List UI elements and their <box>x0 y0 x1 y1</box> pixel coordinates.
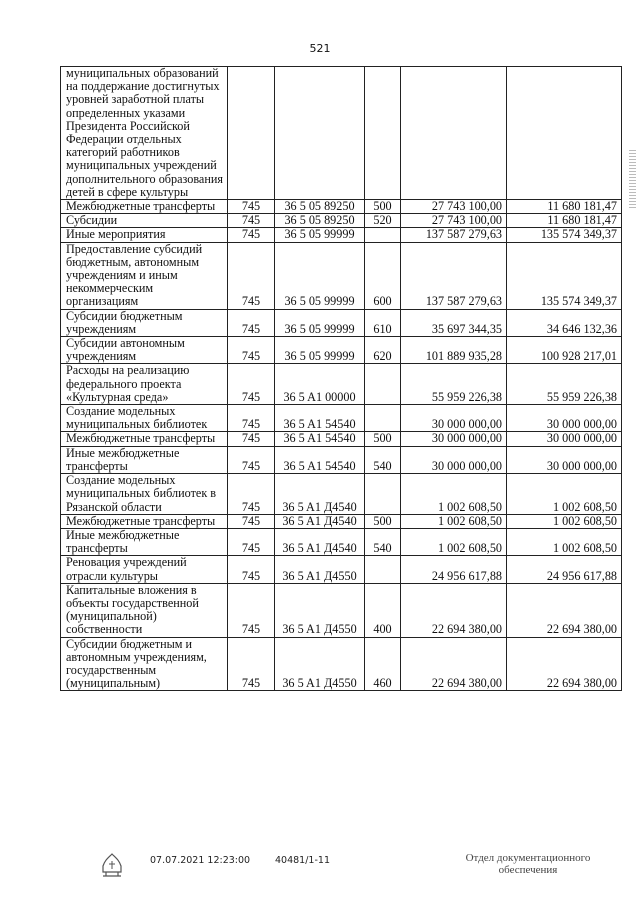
table-row <box>61 214 622 228</box>
stamp-line-1: Отдел документационного <box>465 852 591 864</box>
row-vr-cell: 500 <box>365 514 401 528</box>
row-name-cell: Межбюджетные трансферты <box>61 200 228 214</box>
table-row <box>61 337 622 364</box>
row-sum-2020-cell: 30 000 000,00 <box>401 432 507 446</box>
row-cs-cell: 36 5 05 99999 <box>275 242 365 309</box>
table-row <box>61 228 622 242</box>
table-row <box>61 309 622 336</box>
row-name-cell: Расходы на реализацию федерального проекта «Культурная среда» <box>61 364 228 405</box>
row-name-cell: Предоставление субсидий бюджетным, автономным учреждениям и иным некоммерческим организациям <box>61 242 228 309</box>
row-sum-2021-cell: 22 694 380,00 <box>507 583 622 637</box>
row-cs-cell: 36 5 A1 Д4550 <box>275 556 365 583</box>
table-row <box>61 514 622 528</box>
row-name-cell: Иные межбюджетные трансферты <box>61 446 228 473</box>
row-sum-2020-cell: 137 587 279,63 <box>401 242 507 309</box>
row-vr-cell: 540 <box>365 528 401 555</box>
row-sum-2021-cell: 1 002 608,50 <box>507 528 622 555</box>
table-body <box>61 67 622 691</box>
row-name-cell: Создание модельных муниципальных библиотек в Рязанской области <box>61 474 228 515</box>
row-cs-cell: 36 5 A1 Д4550 <box>275 637 365 691</box>
row-gr-cell: 745 <box>228 432 275 446</box>
row-vr-cell: 610 <box>365 309 401 336</box>
row-cs-cell: 36 5 A1 Д4540 <box>275 528 365 555</box>
table-row <box>61 405 622 432</box>
row-sum-2020-cell: 24 956 617,88 <box>401 556 507 583</box>
row-sum-2021-cell: 135 574 349,37 <box>507 228 622 242</box>
row-sum-2021-cell: 100 928 217,01 <box>507 337 622 364</box>
row-sum-2020-cell: 22 694 380,00 <box>401 583 507 637</box>
row-gr-cell: 745 <box>228 446 275 473</box>
table-row <box>61 242 622 309</box>
row-name-cell: Субсидии бюджетным и автономным учреждениям, государственным (муниципальным) <box>61 637 228 691</box>
row-gr-cell: 745 <box>228 214 275 228</box>
row-vr-cell: 460 <box>365 637 401 691</box>
row-name-cell: муниципальных образований на поддержание достигнутых уровней заработной платы определенных указами Президента Российской Федерации отдельных категорий работников муниципальных учреждений дополнительного образования детей в сфере культуры <box>61 67 228 200</box>
row-gr-cell: 745 <box>228 637 275 691</box>
department-stamp <box>448 852 608 876</box>
row-gr-cell: 745 <box>228 200 275 214</box>
row-cs-cell: 36 5 05 89250 <box>275 214 365 228</box>
row-name-cell: Субсидии автономным учреждениям <box>61 337 228 364</box>
row-sum-2021-cell: 11 680 181,47 <box>507 200 622 214</box>
row-cs-cell: 36 5 A1 54540 <box>275 405 365 432</box>
row-sum-2021-cell <box>507 67 622 200</box>
row-cs-cell <box>275 67 365 200</box>
row-sum-2020-cell: 22 694 380,00 <box>401 637 507 691</box>
row-sum-2021-cell: 11 680 181,47 <box>507 214 622 228</box>
row-gr-cell: 745 <box>228 405 275 432</box>
row-sum-2021-cell: 30 000 000,00 <box>507 446 622 473</box>
row-name-cell: Субсидии <box>61 214 228 228</box>
row-name-cell: Субсидии бюджетным учреждениям <box>61 309 228 336</box>
table-row <box>61 67 622 200</box>
row-name-cell: Реновация учреждений отрасли культуры <box>61 556 228 583</box>
row-sum-2021-cell: 34 646 132,36 <box>507 309 622 336</box>
row-gr-cell: 745 <box>228 583 275 637</box>
row-gr-cell: 745 <box>228 474 275 515</box>
row-vr-cell <box>365 228 401 242</box>
row-sum-2020-cell <box>401 67 507 200</box>
row-vr-cell: 500 <box>365 200 401 214</box>
row-vr-cell: 520 <box>365 214 401 228</box>
row-gr-cell: 745 <box>228 556 275 583</box>
row-vr-cell: 620 <box>365 337 401 364</box>
row-cs-cell: 36 5 A1 00000 <box>275 364 365 405</box>
row-sum-2021-cell: 1 002 608,50 <box>507 514 622 528</box>
row-vr-cell <box>365 67 401 200</box>
row-cs-cell: 36 5 05 99999 <box>275 309 365 336</box>
table-row <box>61 637 622 691</box>
row-sum-2021-cell: 135 574 349,37 <box>507 242 622 309</box>
row-vr-cell: 540 <box>365 446 401 473</box>
row-sum-2020-cell: 27 743 100,00 <box>401 200 507 214</box>
row-name-cell: Иные мероприятия <box>61 228 228 242</box>
row-name-cell: Иные межбюджетные трансферты <box>61 528 228 555</box>
row-sum-2021-cell: 55 959 226,38 <box>507 364 622 405</box>
row-cs-cell: 36 5 A1 Д4540 <box>275 474 365 515</box>
coat-of-arms-icon <box>99 852 125 878</box>
row-gr-cell: 745 <box>228 242 275 309</box>
row-sum-2021-cell: 24 956 617,88 <box>507 556 622 583</box>
table-row <box>61 474 622 515</box>
row-sum-2020-cell: 55 959 226,38 <box>401 364 507 405</box>
row-sum-2020-cell: 30 000 000,00 <box>401 405 507 432</box>
table-row <box>61 432 622 446</box>
row-sum-2020-cell: 1 002 608,50 <box>401 474 507 515</box>
table-row <box>61 200 622 214</box>
row-name-cell: Межбюджетные трансферты <box>61 514 228 528</box>
row-gr-cell: 745 <box>228 528 275 555</box>
row-sum-2021-cell: 30 000 000,00 <box>507 432 622 446</box>
row-cs-cell: 36 5 05 89250 <box>275 200 365 214</box>
row-cs-cell: 36 5 05 99999 <box>275 228 365 242</box>
row-vr-cell: 400 <box>365 583 401 637</box>
row-gr-cell: 745 <box>228 514 275 528</box>
row-name-cell: Создание модельных муниципальных библиотек <box>61 405 228 432</box>
row-vr-cell <box>365 405 401 432</box>
row-name-cell: Межбюджетные трансферты <box>61 432 228 446</box>
row-gr-cell: 745 <box>228 364 275 405</box>
footer-timestamp: 07.07.2021 12:23:00 <box>150 855 251 866</box>
row-cs-cell: 36 5 A1 Д4550 <box>275 583 365 637</box>
row-cs-cell: 36 5 A1 54540 <box>275 432 365 446</box>
row-sum-2020-cell: 27 743 100,00 <box>401 214 507 228</box>
row-sum-2020-cell: 35 697 344,35 <box>401 309 507 336</box>
scan-edge-mark <box>629 150 636 210</box>
row-sum-2021-cell: 30 000 000,00 <box>507 405 622 432</box>
footer-doc-number: 40481/1-11 <box>275 855 330 866</box>
table-row <box>61 583 622 637</box>
row-name-cell: Капитальные вложения в объекты государственной (муниципальной) собственности <box>61 583 228 637</box>
row-sum-2020-cell: 137 587 279,63 <box>401 228 507 242</box>
row-cs-cell: 36 5 05 99999 <box>275 337 365 364</box>
row-vr-cell: 600 <box>365 242 401 309</box>
row-vr-cell <box>365 364 401 405</box>
stamp-line-2: обеспечения <box>498 864 558 876</box>
row-gr-cell: 745 <box>228 309 275 336</box>
row-sum-2020-cell: 101 889 935,28 <box>401 337 507 364</box>
table-row <box>61 364 622 405</box>
row-cs-cell: 36 5 A1 Д4540 <box>275 514 365 528</box>
table-row <box>61 528 622 555</box>
page-number: 521 <box>309 42 331 55</box>
row-cs-cell: 36 5 A1 54540 <box>275 446 365 473</box>
row-gr-cell: 745 <box>228 228 275 242</box>
row-sum-2020-cell: 1 002 608,50 <box>401 528 507 555</box>
row-sum-2020-cell: 30 000 000,00 <box>401 446 507 473</box>
row-vr-cell <box>365 474 401 515</box>
row-sum-2021-cell: 22 694 380,00 <box>507 637 622 691</box>
table-row <box>61 446 622 473</box>
row-vr-cell <box>365 556 401 583</box>
row-sum-2020-cell: 1 002 608,50 <box>401 514 507 528</box>
budget-table <box>60 66 622 691</box>
table-row <box>61 556 622 583</box>
row-gr-cell: 745 <box>228 337 275 364</box>
row-gr-cell <box>228 67 275 200</box>
row-sum-2021-cell: 1 002 608,50 <box>507 474 622 515</box>
row-vr-cell: 500 <box>365 432 401 446</box>
